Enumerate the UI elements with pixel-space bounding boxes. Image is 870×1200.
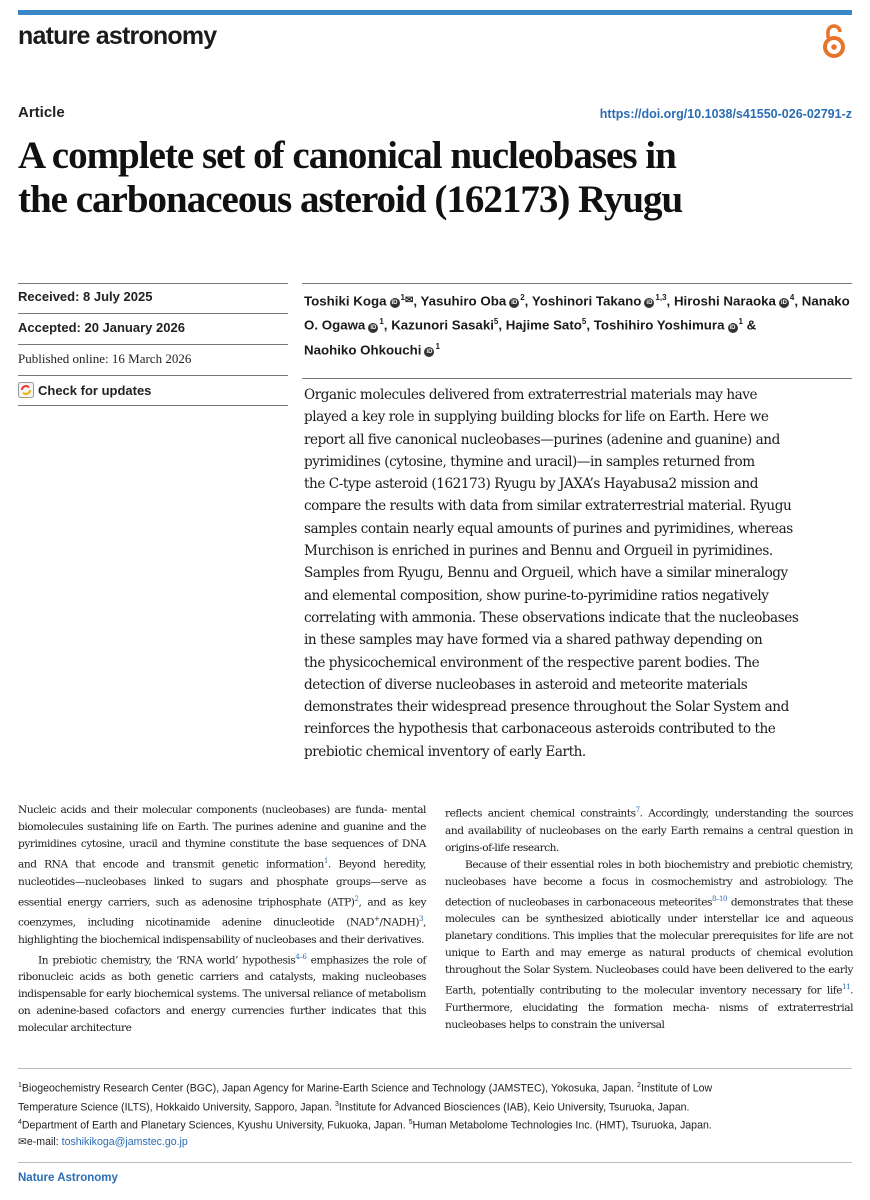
divider	[18, 405, 288, 406]
abstract-line: reinforces the hypothesis that carbonaceous asteroids contributed to the	[304, 721, 776, 738]
title-line: A complete set of canonical nucleobases in	[18, 134, 676, 177]
citation-ref[interactable]: 11	[842, 983, 851, 992]
article-type: Article	[18, 104, 65, 121]
abstract-line: played a key role in supplying building blocks for life on Earth. Here we	[304, 409, 769, 426]
email-line: ✉e-mail: toshikikoga@jamstec.go.jp	[18, 1135, 188, 1148]
check-for-updates-button[interactable]	[18, 382, 151, 398]
divider	[18, 375, 288, 376]
citation-ref[interactable]: 1	[323, 857, 328, 865]
abstract-line: the physicochemical environment of the respective parent bodies. The	[304, 654, 760, 671]
body-paragraph: reflects ancient chemical constraints$^7$. Accordingly, understanding the sources and availability of nucleobases on the early Earth remains a central question in origins-of-life research.	[445, 806, 854, 854]
orcid-icon[interactable]: iD	[426, 349, 433, 356]
author-name[interactable]: Yoshinori Takano	[531, 293, 642, 309]
affiliation-ref: 4	[789, 293, 795, 302]
email-envelope-icon: ✉	[18, 1135, 27, 1148]
body-column-left	[18, 802, 426, 1037]
abstract-line: report all five canonical nucleobases—purines (adenine and guanine) and	[304, 431, 780, 448]
abstract	[304, 384, 852, 763]
orcid-icon[interactable]: iD	[370, 324, 377, 331]
divider	[18, 344, 288, 345]
journal-color-bar	[18, 10, 852, 15]
email-link[interactable]: toshikikoga@jamstec.go.jp	[61, 1135, 188, 1148]
abstract-line: detection of diverse nucleobases in asteroid and meteorite materials	[304, 676, 748, 693]
author-name[interactable]: Hajime Sato	[505, 317, 582, 333]
divider	[18, 283, 288, 284]
author-name[interactable]: Nanako O. Ogawa	[304, 293, 850, 333]
affiliations	[18, 1078, 854, 1150]
author-name[interactable]: Toshihiro Yoshimura	[593, 317, 725, 333]
abstract-line: Organic molecules delivered from extraterrestrial materials may have	[304, 387, 758, 403]
citation-ref[interactable]: 8–10	[712, 894, 728, 903]
check-updates-icon	[18, 382, 34, 398]
article-title	[18, 134, 858, 222]
received-date: Received: 8 July 2025	[18, 289, 153, 304]
citation-ref[interactable]: 3	[419, 915, 424, 924]
citation-ref[interactable]: 7	[635, 806, 640, 814]
doi-link[interactable]: https://doi.org/10.1038/s41550-026-02791-z	[599, 107, 852, 121]
affiliation-ref: 1,3	[655, 293, 667, 302]
abstract-line: and elemental composition, show purine-to-pyrimidine ratios negatively	[304, 587, 769, 604]
divider	[18, 1068, 852, 1069]
affiliation-ref: 2	[520, 293, 525, 302]
divider	[302, 378, 852, 379]
author-name[interactable]: Kazunori Sasaki	[391, 317, 494, 333]
body-paragraph: Because of their essential roles in both biochemistry and prebiotic chemistry, nucleobases have become a focus in cosmochemistry and astrobiology. The detection of nucleobases in carbonaceous meteorites$^{8-10}$ demonstrates that these molecules can be synthesized abiotically under interstellar ice and aqueous planetary conditions. This implies that the molecular prerequisites for life are not unique to Earth and may emerge as natural products of chemical evolution throughout the Solar System. Nucleobases could have been delivered to the early Earth, potentially contributing to the molecular inventory necessary for life$^{11}$. Furthermore, elucidating the formation mecha- nisms of extraterrestrial nucleobases helps to constrain the universal	[445, 858, 854, 1031]
affiliation-ref: 5	[493, 317, 499, 327]
affiliation-line: $^4$Department of Earth and Planetary Sciences, Kyushu University, Fukuoka, Japan. $^5$Human Metabolome Technologies Inc. (HMT), Tsuruoka, Japan.	[18, 1119, 712, 1132]
check-updates-label: Check for updates	[38, 382, 152, 398]
abstract-line: Murchison is enriched in purines and Bennu and Orgueil in pyrimidines.	[304, 543, 773, 560]
abstract-line: in these samples may have formed via a shared pathway depending on	[304, 632, 763, 649]
journal-logo[interactable]: nature astronomy	[18, 22, 217, 50]
divider	[18, 1162, 852, 1163]
abstract-line: demonstrates their widespread presence throughout the Solar System and	[304, 699, 789, 716]
abstract-line: correlating with ammonia. These observations indicate that the nucleobases	[304, 609, 799, 626]
title-line: the carbonaceous asteroid (162173) Ryugu	[18, 178, 683, 221]
author-name[interactable]: Yasuhiro Oba	[420, 293, 507, 309]
affiliation-line: $^1$Biogeochemistry Research Center (BGC), Japan Agency for Marine-Earth Science and Technology (JAMSTEC), Yokosuka, Japan. $^2$Institute of Low	[18, 1082, 713, 1095]
abstract-line: prebiotic chemical inventory of early Earth.	[304, 743, 586, 760]
divider	[18, 313, 288, 314]
orcid-icon[interactable]: iD	[646, 300, 653, 307]
citation-ref[interactable]: 2	[354, 894, 359, 903]
affiliation-ref: 1	[435, 341, 440, 351]
author-name[interactable]: Naohiko Ohkouchi	[304, 342, 422, 358]
published-date: Published online: 16 March 2026	[18, 351, 192, 366]
abstract-line: pyrimidines (cytosine, thymine and uracil)—in samples returned from	[304, 453, 755, 470]
affiliation-ref: 5	[581, 317, 587, 327]
affiliation-line: Temperature Science (ILTS), Hokkaido University, Sapporo, Japan. $^3$Institute for Advanced Biosciences (IAB), Keio University, Tsuruoka, Japan.	[18, 1100, 690, 1114]
footer-journal-name[interactable]: Nature Astronomy	[18, 1172, 118, 1184]
orcid-icon[interactable]: iD	[511, 300, 518, 307]
author-list: Toshiki Koga $iD^1✉$, Yasuhiro Oba $iD^2$, Yoshinori Takano iD$^{1,3}$, Hiroshi Naraoka $iD^4$, Nanako O. Ogawa $iD^1$, Kazunori Sasaki$^5$, Hajime Sato$^5$, Toshihiro Yoshimura $iD^1$ & Naohiko Ohkouchi $iD^1$	[304, 287, 852, 360]
affiliation-ref: 1	[400, 293, 405, 302]
orcid-icon[interactable]: iD	[729, 324, 736, 331]
body-paragraph: Nucleic acids and their molecular components (nucleobases) are funda- mental biomolecules sustaining life on Earth. The purines adenine and guanine and the pyrimidines cytosine, uracil and thymine constitute the base sequences of DNA and RNA that encode and transmit genetic information$^1$. Beyond heredity, nucleotides—nucleobases linked to sugars and phosphate groups—serve as essential energy carriers, such as adenosine triphosphate (ATP)$^2$, and as key coenzymes, including nicotinamide adenine dinucleotide (NAD+/NADH)$^3$, highlighting the biochemical indispensability of nucleobases and their derivatives.	[18, 804, 427, 946]
abstract-line: samples contain nearly equal amounts of purines and pyrimidines, whereas	[304, 520, 793, 537]
author-name[interactable]: Hiroshi Naraoka	[673, 293, 776, 309]
abstract-line: compare the results with data from similar extraterrestrial material. Ryugu	[304, 498, 792, 515]
open-access-icon	[818, 22, 850, 60]
citation-ref[interactable]: 4–6	[295, 952, 307, 961]
body-paragraph: In prebiotic chemistry, the ‘RNA world’ hypothesis$^{4-6}$ emphasizes the role of ribonucleic acids as both genetic carriers and catalysts, making nucleobases indispensable for early biochemical systems. The universal reliance of metabolism on adenine-based cofactors and energy currencies further indicates that this molecular architecture	[18, 952, 427, 1035]
email-envelope-icon[interactable]: ✉	[404, 295, 414, 307]
author-separator: &	[742, 317, 757, 333]
orcid-icon[interactable]: iD	[780, 300, 787, 307]
abstract-line: the C-type asteroid (162173) Ryugu by JAXA’s Hayabusa2 mission and	[304, 476, 758, 493]
accepted-date: Accepted: 20 January 2026	[18, 320, 185, 335]
abstract-line: Samples from Ryugu, Bennu and Orgueil, which have a similar mineralogy	[304, 565, 788, 582]
body-column-right	[445, 802, 853, 1034]
orcid-icon[interactable]: iD	[391, 300, 398, 307]
affiliation-ref: 1	[738, 317, 743, 327]
affiliation-ref: 1	[379, 317, 384, 327]
author-name[interactable]: Toshiki Koga	[304, 293, 387, 309]
divider	[302, 283, 852, 284]
